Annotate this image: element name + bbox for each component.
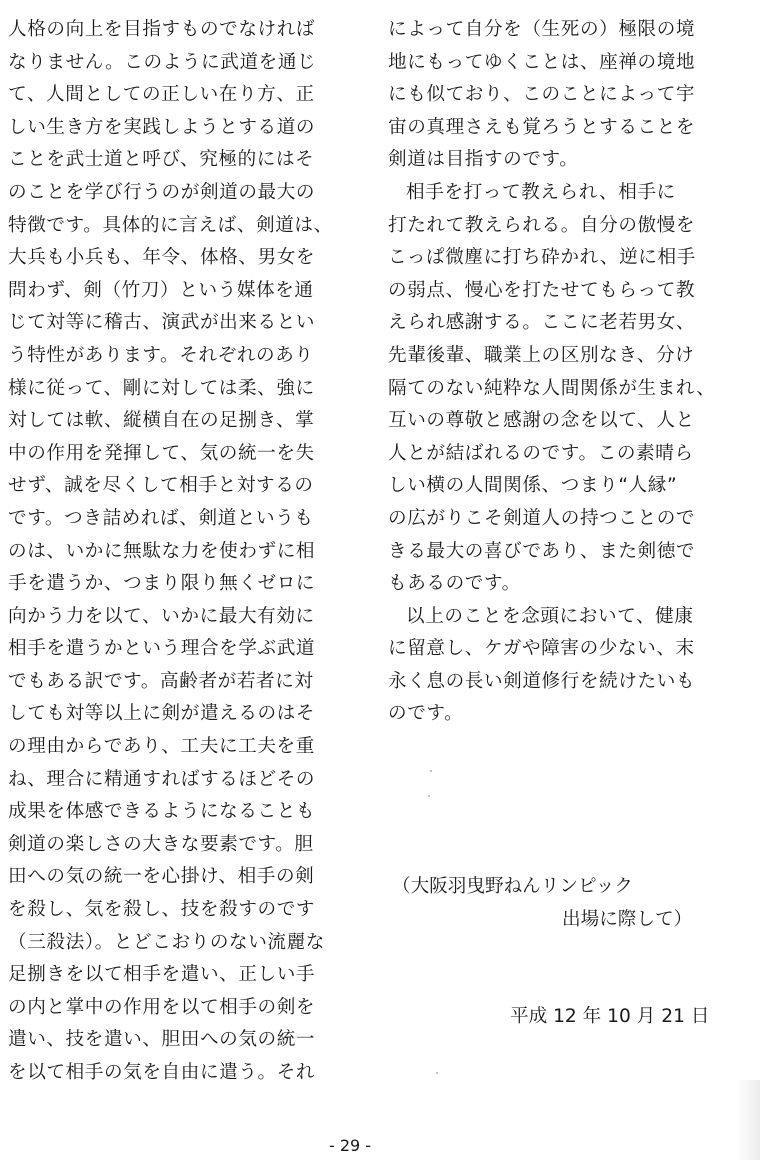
text-line: じて対等に稽古、演武が出来るとい	[8, 312, 316, 334]
text-line: 特徴です。具体的に言えば、剣道は、	[8, 214, 333, 236]
text-line: のです。	[388, 703, 464, 725]
text-line: 対しては軟、縦横自在の足捌き、掌	[8, 410, 315, 432]
text-line: 向かう力を以て、いかに最大有効に	[8, 605, 315, 627]
text-line: 以上のことを念頭において、健康	[406, 605, 694, 627]
text-line: 手を遣うか、つまり限り無くゼロに	[8, 573, 316, 595]
text-line: 人格の向上を目指すものでなければ	[8, 19, 316, 40]
text-line: て、人間としての正しい在り方、正	[8, 84, 315, 106]
right-text-column	[388, 14, 716, 731]
text-line: のことを学び行うのが剣道の最大の	[8, 181, 316, 203]
text-line: 打たれて教えられる。自分の傲慢を	[388, 214, 696, 236]
text-line: なりません。このように武道を通じ	[8, 51, 317, 73]
text-line: でもある訳です。高齢者が若者に対	[8, 670, 314, 692]
scan-speck	[428, 795, 430, 797]
text-line: にも似ており、このことによって宇	[388, 84, 696, 106]
text-line: 宙の真理さえも覚ろうとすることを	[388, 116, 696, 138]
occasion-note-line-2: 出場に際して）	[562, 909, 693, 930]
text-line: 様に従って、剛に対しては柔、強に	[8, 377, 315, 399]
text-line: 足捌きを以て相手を遣い、正しい手	[8, 964, 316, 986]
text-line: きる最大の喜びであり、また剣徳で	[388, 540, 696, 562]
text-line: う特性があります。それぞれのあり	[8, 344, 314, 366]
text-line: の理由からであり、工夫に工夫を重	[8, 736, 315, 758]
text-line: せず、誠を尽くして相手と対するの	[8, 475, 314, 497]
text-line: の内と掌中の作用を以て相手の剣を	[8, 996, 316, 1018]
text-line: 遣い、技を遣い、胆田への気の統一	[8, 1029, 316, 1051]
text-line: の広がりこそ剣道人の持つことので	[388, 507, 696, 529]
text-line: ね、理合に精通すればするほどその	[8, 768, 316, 790]
text-line: しても対等以上に剣が遣えるのはそ	[8, 703, 316, 725]
text-line: 人とが結ばれるのです。この素晴ら	[388, 442, 694, 464]
text-line: によって自分を（生死の）極限の境	[388, 19, 696, 40]
text-line: しい生き方を実践しようとする道の	[8, 116, 316, 138]
text-line: もあるのです。	[388, 573, 521, 595]
text-line: こっぱ微塵に打ち砕かれ、逆に相手	[388, 247, 696, 269]
text-line: しい横の人間関係、つまり“人縁”	[388, 475, 678, 497]
text-line: のは、いかに無駄な力を使わずに相	[8, 540, 316, 562]
text-line: 成果を体感できるようになることも	[8, 801, 316, 823]
text-line: 互いの尊敬と感謝の念を以て、人と	[388, 410, 695, 432]
scan-speck	[430, 770, 432, 772]
text-line: の弱点、慢心を打たせてもらって教	[388, 279, 696, 301]
text-line: を殺し、気を殺し、技を殺すのです	[8, 899, 316, 921]
text-line: 先輩後輩、職業上の区別なき、分け	[388, 344, 695, 366]
text-line: 大兵も小兵も、年令、体格、男女を	[8, 247, 316, 269]
text-line: 田への気の統一を心掛け、相手の剣	[8, 866, 315, 888]
text-line: 剣道は目指すのです。	[388, 149, 579, 171]
text-line: （三殺法）。とどこおりのない流麗な	[8, 931, 325, 953]
text-line: 相手を遣うかという理合を学ぶ武道	[8, 638, 316, 660]
text-line: です。つき詰めれば、剣道というも	[8, 507, 314, 529]
occasion-note-line-1: （大阪羽曳野ねんリンピック	[392, 876, 633, 897]
text-line: 剣道の楽しさの大きな要素です。胆	[8, 833, 314, 855]
text-line: えられ感謝する。ここに老若男女、	[388, 312, 696, 334]
text-line: 問わず、剣（竹刀）という媒体を通	[8, 279, 314, 301]
left-text-column	[8, 14, 333, 1090]
page-number: - 29 -	[328, 1136, 372, 1155]
text-line: 中の作用を発揮して、気の統一を失	[8, 442, 315, 464]
text-line: を以て相手の気を自由に遣う。それ	[8, 1062, 316, 1083]
text-line: ことを武士道と呼び、究極的にはそ	[8, 149, 315, 171]
text-line: 永く息の長い剣道修行を続けたいも	[388, 670, 696, 692]
text-line: 隔てのない純粋な人間関係が生まれ、	[388, 377, 716, 399]
scan-edge-shadow	[736, 1080, 760, 1160]
date-line: 平成 12 年 10 月 21 日	[510, 1006, 710, 1027]
scan-speck	[436, 1072, 438, 1074]
text-line: に留意し、ケガや障害の少ない、末	[388, 638, 695, 660]
text-line: 相手を打って教えられ、相手に	[406, 181, 676, 203]
text-line: 地にもってゆくことは、座禅の境地	[388, 51, 696, 73]
